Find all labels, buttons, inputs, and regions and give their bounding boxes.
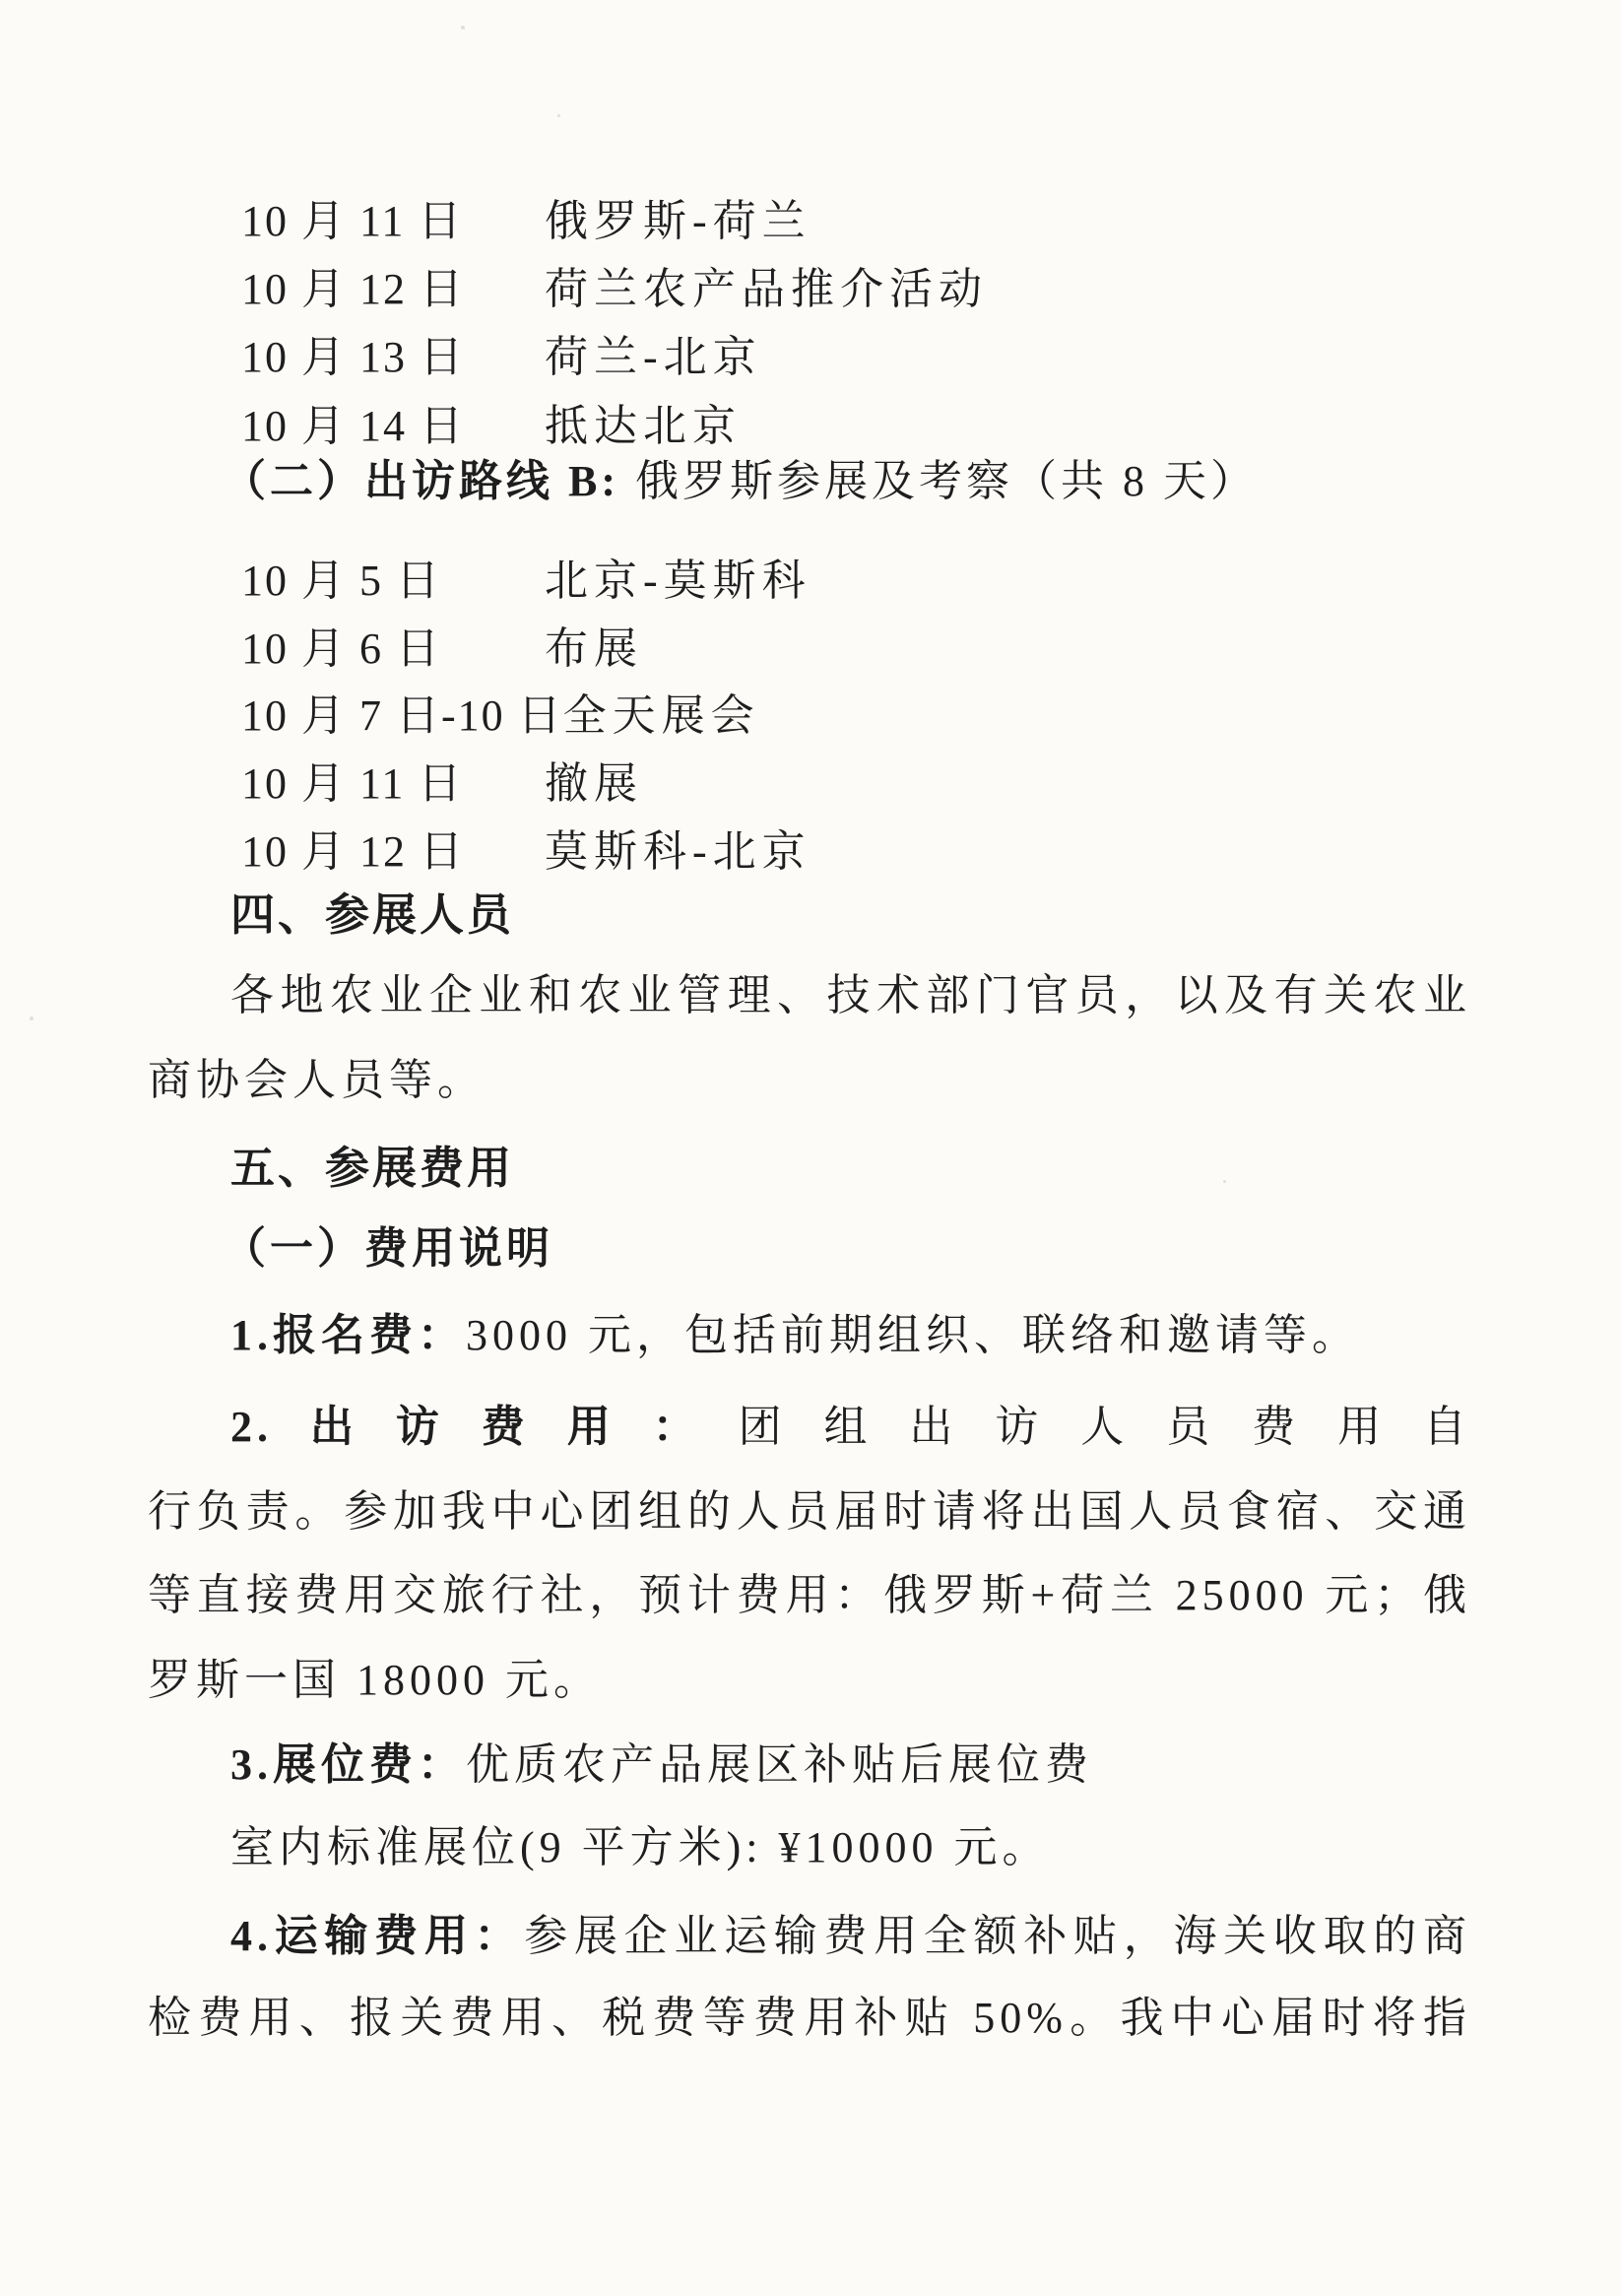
- fee-item-label: 2.出访费用：: [230, 1403, 739, 1451]
- scan-speck: [461, 26, 465, 30]
- paragraph-line: 罗斯一国 18000 元。: [148, 1656, 602, 1704]
- schedule-row: [241, 545, 811, 608]
- fee-item-transport: [230, 1912, 1471, 1962]
- fee-item-text: 3000 元，包括前期组织、联络和邀请等。: [466, 1311, 1360, 1359]
- schedule-activity: 俄罗斯-荷兰: [545, 197, 811, 245]
- schedule-date: 10 月 14 日: [241, 402, 465, 450]
- schedule-row: [241, 321, 762, 384]
- scan-speck: [30, 1017, 33, 1020]
- fee-item-text: 优质农产品展区补贴后展位费: [466, 1740, 1093, 1789]
- schedule-row: [241, 680, 760, 743]
- section-heading-participants: 四、参展人员: [230, 889, 515, 940]
- route-b-text: 俄罗斯参展及考察（共 8 天）: [635, 457, 1258, 505]
- route-b-heading: [223, 457, 1258, 507]
- scan-speck: [557, 114, 560, 117]
- schedule-date: 10 月 12 日: [241, 827, 465, 876]
- schedule-date: 10 月 11 日: [241, 197, 464, 245]
- schedule-activity: 全天展会: [562, 691, 760, 740]
- paragraph-line: 等直接费用交旅行社，预计费用：俄罗斯+荷兰 25000 元；俄: [148, 1571, 1471, 1619]
- paragraph-line: 各地农业企业和农业管理、技术部门官员，以及有关农业: [230, 971, 1471, 1019]
- schedule-activity: 布展: [545, 624, 643, 673]
- schedule-row: [241, 185, 811, 248]
- schedule-activity: 抵达北京: [545, 402, 742, 450]
- fee-item-travel: [230, 1403, 1471, 1453]
- paragraph-line: 行负责。参加我中心团组的人员届时请将出国人员食宿、交通: [148, 1487, 1471, 1536]
- fee-item-label: 4.运输费用：: [230, 1912, 525, 1960]
- fee-item-text: 团组出访人员费用自: [738, 1403, 1472, 1451]
- schedule-date: 10 月 12 日: [241, 265, 465, 313]
- schedule-activity: 北京-莫斯科: [545, 557, 811, 605]
- schedule-date: 10 月 5 日: [241, 557, 441, 605]
- paragraph-line: 检费用、报关费用、税费等费用补贴 50%。我中心届时将指: [148, 1994, 1471, 2042]
- schedule-row: [241, 390, 742, 453]
- fee-item-label: 1.报名费：: [230, 1311, 466, 1359]
- fee-item-label: 3.展位费：: [230, 1740, 466, 1789]
- schedule-date: 10 月 6 日: [241, 624, 441, 673]
- schedule-activity: 莫斯科-北京: [545, 827, 811, 876]
- paragraph-line: 商协会人员等。: [148, 1056, 486, 1104]
- subsection-heading-fee-notes: （一）费用说明: [223, 1224, 553, 1273]
- fee-item-registration: [230, 1311, 1360, 1361]
- fee-item-text: 参展企业运输费用全额补贴，海关收取的商: [524, 1912, 1471, 1960]
- schedule-activity: 荷兰农产品推介活动: [545, 265, 988, 313]
- schedule-date: 10 月 13 日: [241, 333, 465, 381]
- schedule-activity: 荷兰-北京: [545, 333, 762, 381]
- fee-item-booth: [230, 1740, 1093, 1791]
- schedule-row: [241, 613, 643, 676]
- schedule-date: 10 月 7 日-10 日: [241, 691, 563, 740]
- route-b-label: （二）出访路线 B:: [223, 457, 619, 505]
- schedule-row: [241, 748, 643, 811]
- schedule-activity: 撤展: [545, 759, 643, 808]
- schedule-row: [241, 253, 988, 316]
- booth-price-line: 室内标准展位(9 平方米): ¥10000 元。: [230, 1823, 1051, 1871]
- schedule-row: [241, 816, 811, 879]
- section-heading-fees: 五、参展费用: [230, 1143, 515, 1193]
- scan-speck: [1223, 1180, 1226, 1183]
- schedule-date: 10 月 11 日: [241, 759, 464, 808]
